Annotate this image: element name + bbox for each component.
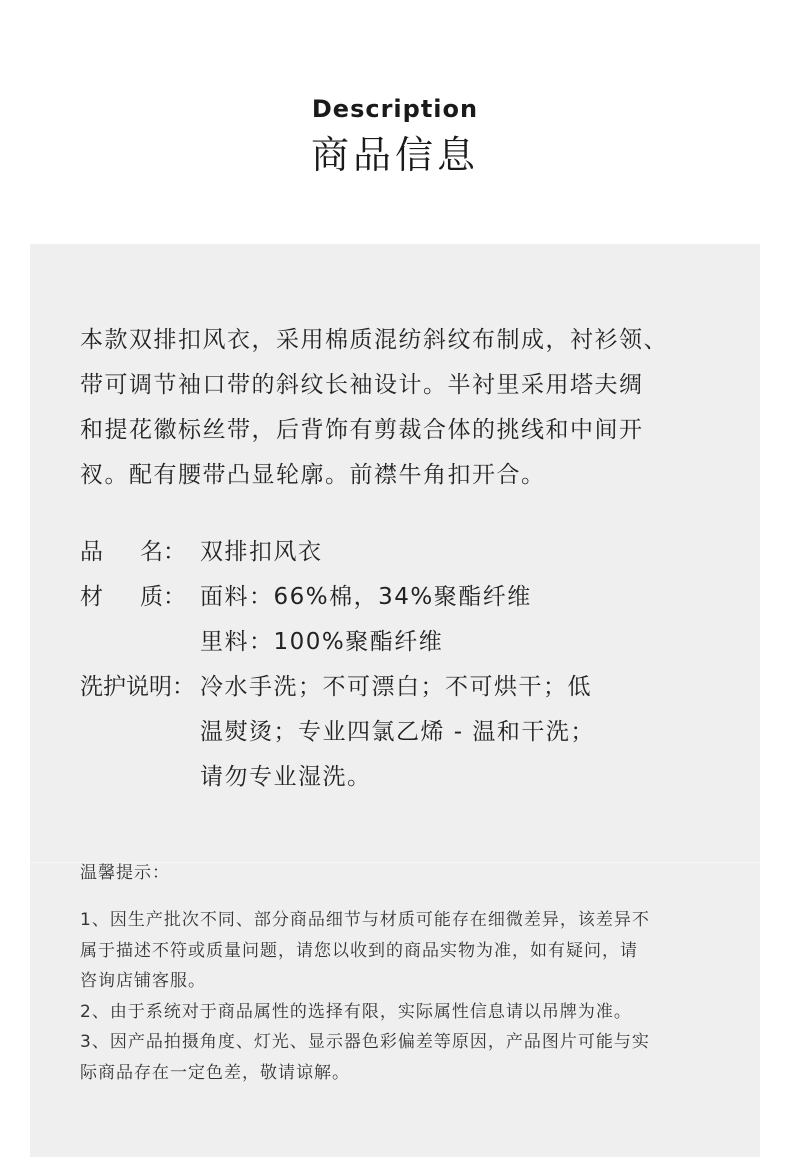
tips-line: 1、因生产批次不同、部分商品细节与材质可能存在细微差异，该差异不: [80, 910, 650, 930]
spec-row-care-3: [80, 755, 720, 800]
spec-label-name-char1: 品: [80, 539, 103, 565]
tips-line: 咨询店铺客服。: [80, 971, 206, 991]
description-line: 本款双排扣风衣，采用棉质混纺斜纹布制成，衬衫领、: [80, 327, 668, 353]
spec-value-material-outer: 面料：66%棉，34%聚酯纤维: [200, 584, 532, 610]
description-line: 带可调节袖口带的斜纹长袖设计。半衬里采用塔夫绸: [80, 372, 644, 398]
tips-title: 温馨提示：: [80, 863, 170, 883]
spec-value-care-2: 温熨烫；专业四氯乙烯 - 温和干洗；: [200, 719, 595, 745]
spec-label-material-char2: 质：: [140, 584, 186, 610]
spec-value-name: 双排扣风衣: [200, 539, 323, 565]
description-line: 衩。配有腰带凸显轮廓。前襟牛角扣开合。: [80, 462, 546, 488]
tips-line: 2、由于系统对于商品属性的选择有限，实际属性信息请以吊牌为准。: [80, 1001, 632, 1022]
spec-row-material: [80, 575, 720, 620]
spec-row-care: [80, 665, 720, 710]
spec-value-material-lining: 里料：100%聚酯纤维: [200, 629, 444, 655]
spec-row-material-lining: [80, 620, 720, 665]
tips-list: [80, 905, 720, 1088]
tips-line: 际商品存在一定色差，敬请谅解。: [80, 1062, 350, 1083]
spec-label-care: 洗护说明：: [80, 674, 195, 700]
description-line: 和提花徽标丝带，后背饰有剪裁合体的挑线和中间开: [80, 417, 644, 443]
tips-line: 3、因产品拍摄角度、灯光、显示器色彩偏差等原因，产品图片可能与实: [80, 1032, 650, 1052]
spec-row-name: [80, 530, 720, 575]
title-english: Description: [311, 95, 479, 123]
product-specs: [80, 530, 720, 800]
spec-row-care-2: [80, 710, 720, 755]
tips-line: 属于描述不符或质量问题，请您以收到的商品实物为准，如有疑问，请: [80, 940, 638, 961]
spec-value-care-3: 请勿专业湿洗。: [200, 764, 372, 790]
spec-label-name-char2: 名：: [140, 539, 186, 565]
product-description: [80, 318, 720, 498]
title-chinese: 商品信息: [310, 133, 479, 177]
spec-label-material-char1: 材: [80, 584, 103, 610]
tips-section: [80, 857, 720, 1088]
spec-value-care-1: 冷水手洗；不可漂白；不可烘干；低: [200, 674, 592, 700]
header: [0, 92, 790, 180]
